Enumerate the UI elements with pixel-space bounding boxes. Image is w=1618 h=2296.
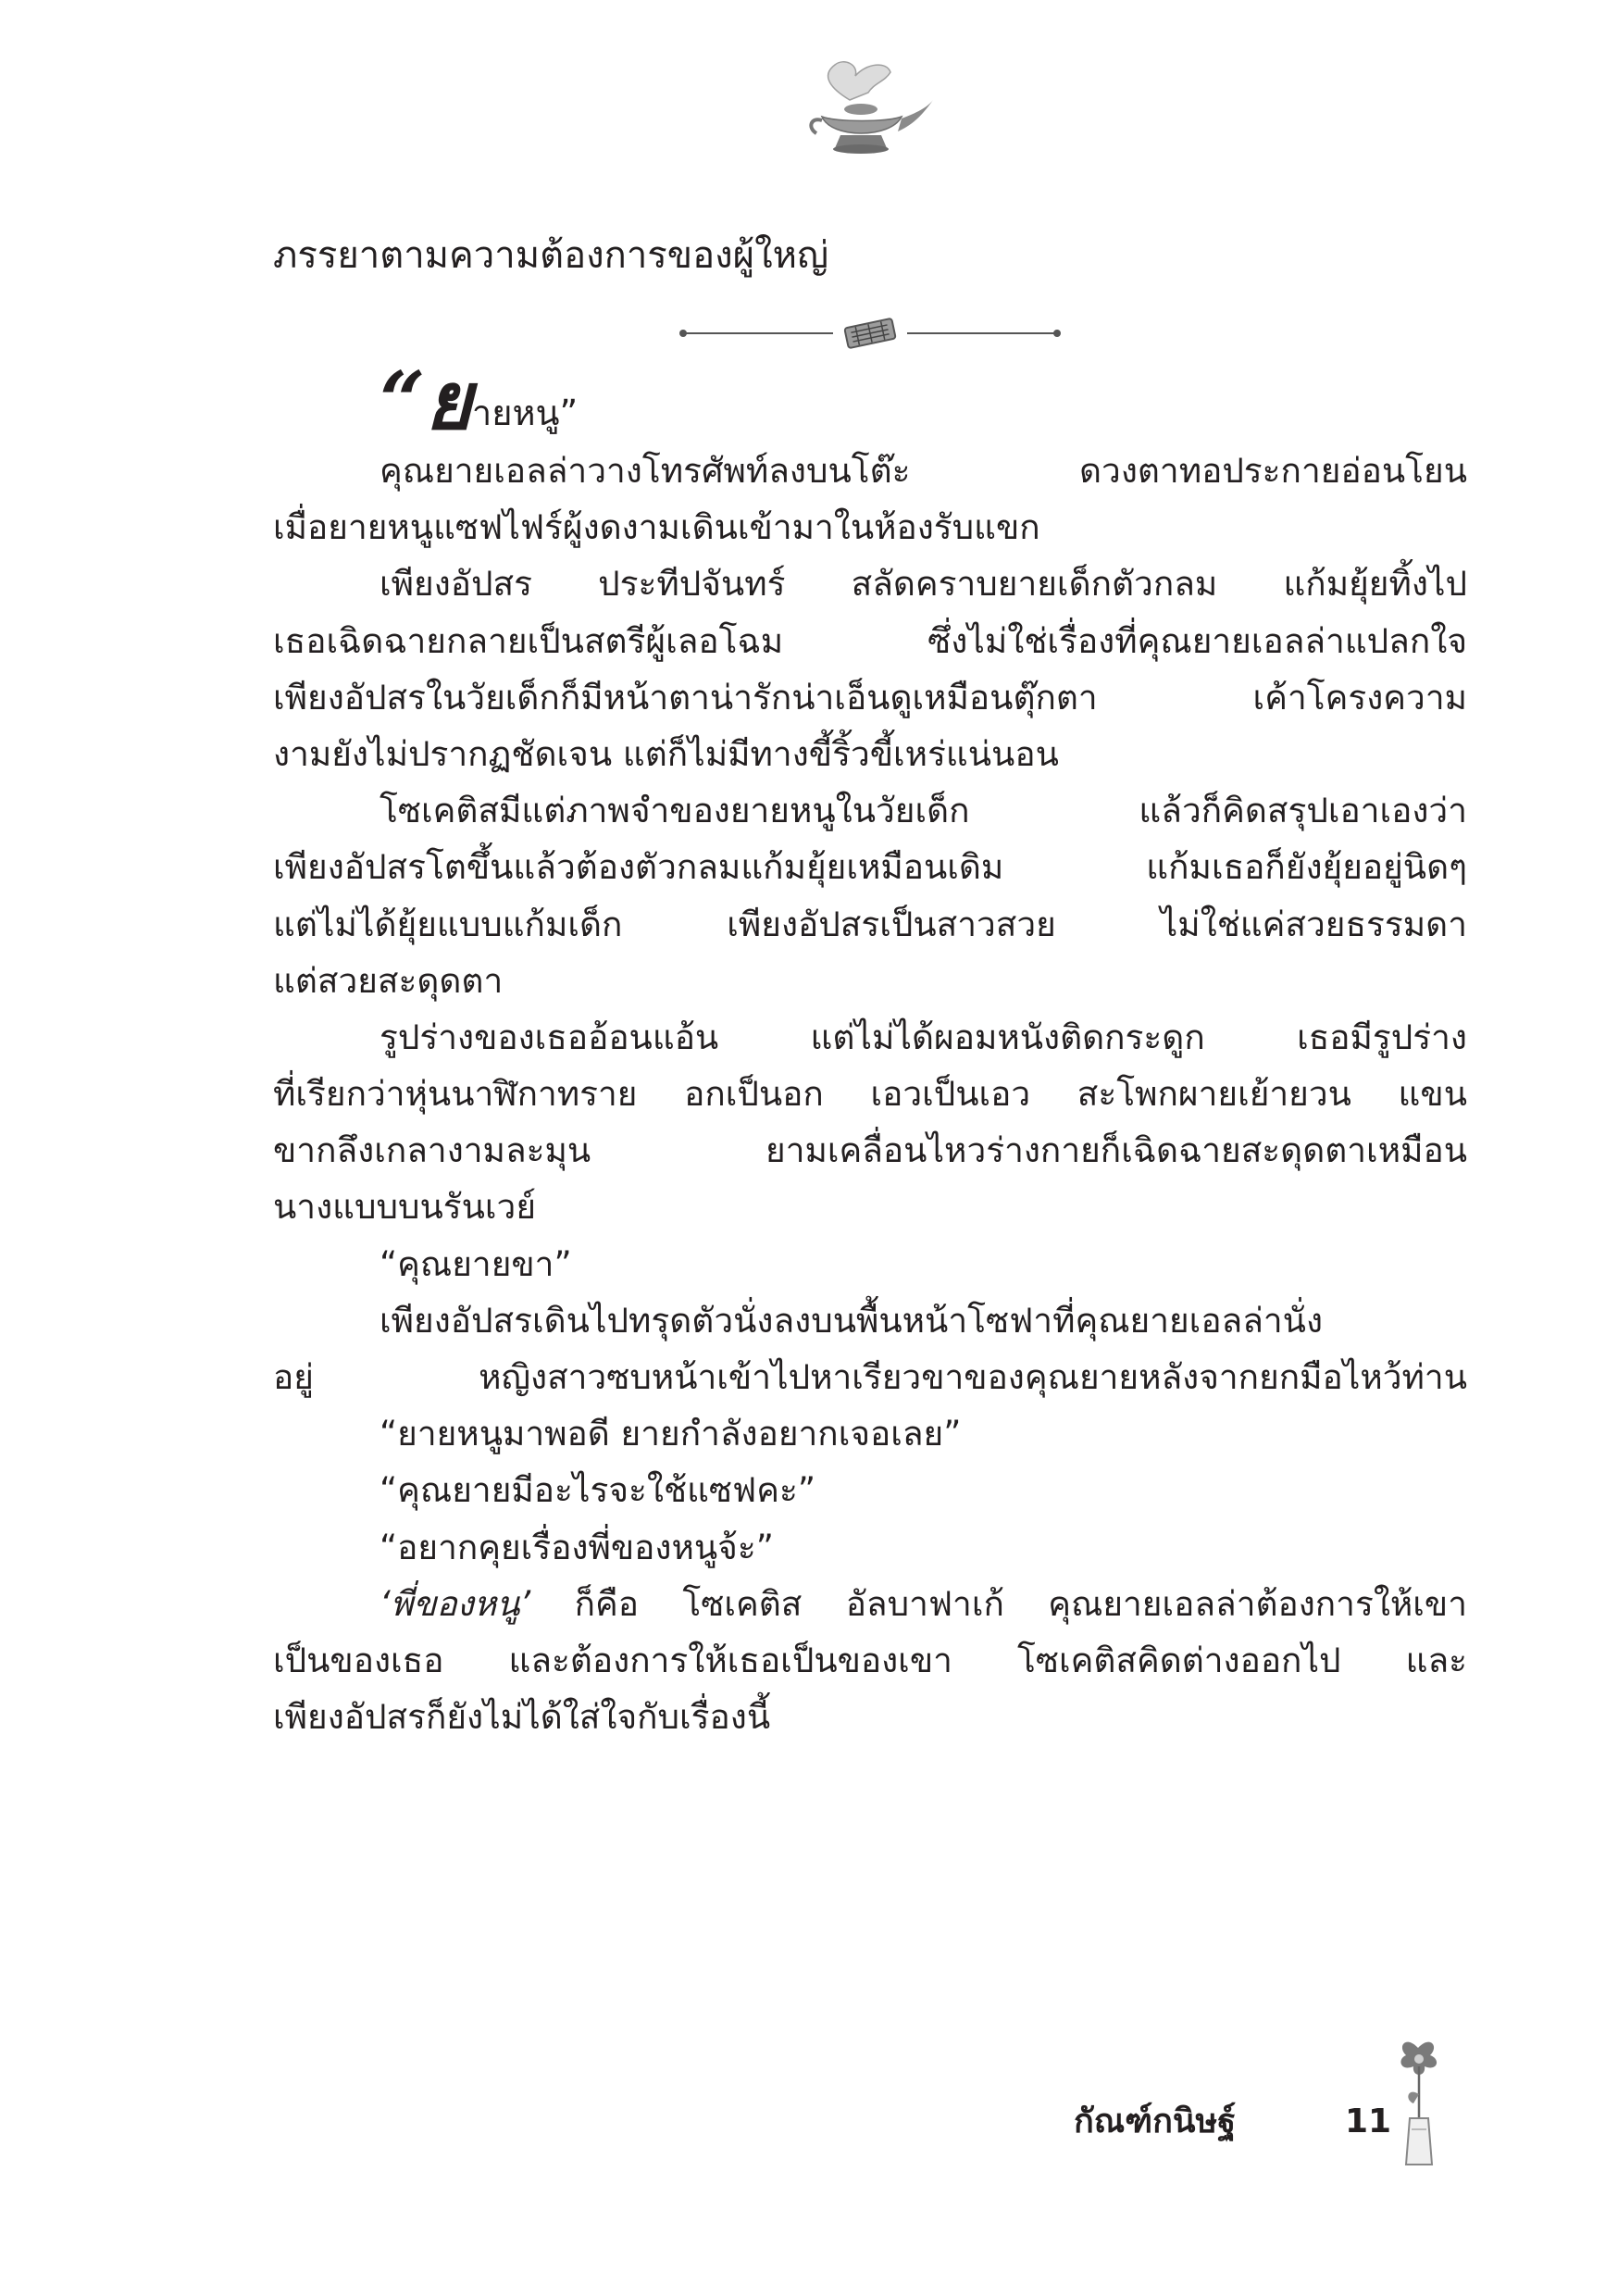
text-line xyxy=(273,613,1467,669)
text-line xyxy=(273,1236,1467,1292)
text-line-content: เพียงอัปสร ประทีปจันทร์ สลัดคราบยายเด็กตัวกลม แก้มยุ้ยทิ้งไป xyxy=(380,564,1467,605)
text-line xyxy=(273,1632,1467,1689)
book-title: กัณฑ์กนิษฐ์ xyxy=(1074,2103,1237,2140)
text-line-content: “คุณยายมีอะไรจะใช้แซฟคะ” xyxy=(380,1470,816,1511)
text-line xyxy=(273,1349,1467,1405)
text-line xyxy=(273,1405,1467,1462)
text-line xyxy=(273,726,1467,782)
text-line xyxy=(273,896,1467,953)
text-line-content: เพียงอัปสรโตขึ้นแล้วต้องตัวกลมแก้มยุ้ยเหมือนเดิม แก้มเธอก็ยังยุ้ยอยู่นิดๆ xyxy=(273,847,1467,888)
drop-cap: “ย xyxy=(380,355,472,448)
text-line xyxy=(273,1519,1467,1576)
text-line-content: อยู่ หญิงสาวซบหน้าเข้าไปหาเรียวขาของคุณยายหลังจากยกมือไหว้ท่าน xyxy=(273,1357,1467,1397)
text-line-content: โซเคติสมีแต่ภาพจำของยายหนูในวัยเด็ก แล้วก็คิดสรุปเอาเองว่า xyxy=(380,791,1467,831)
text-line xyxy=(273,1009,1467,1066)
text-line xyxy=(273,839,1467,895)
text-line-content: เป็นของเธอ และต้องการให้เธอเป็นของเขา โซเคติสคิดต่างออกไป และ xyxy=(273,1640,1467,1680)
text-line-content: ที่เรียกว่าหุ่นนาฬิกาทราย อกเป็นอก เอวเป็นเอว สะโพกผายเย้ายวน แขน xyxy=(273,1074,1467,1115)
ornament-divider-icon xyxy=(676,315,1064,352)
text-line-content: “ยายหนูมาพอดี ยายกำลังอยากเจอเลย” xyxy=(380,1414,962,1454)
body-text xyxy=(273,443,1467,1745)
flower-vase-icon xyxy=(1393,2029,1445,2168)
text-line xyxy=(273,782,1467,839)
opening-text: ายหนู” xyxy=(471,393,579,433)
text-line xyxy=(273,555,1467,612)
italic-phrase: ‘พี่ของหนู’ xyxy=(380,1583,531,1624)
text-line-content: เธอเฉิดฉายกลายเป็นสตรีผู้เลอโฉม ซึ่งไม่ใช่เรื่องที่คุณยายเอลล่าแปลกใจ xyxy=(273,620,1467,661)
opening-line xyxy=(380,354,578,446)
text-line xyxy=(273,499,1467,555)
text-line xyxy=(273,1179,1467,1235)
text-line xyxy=(273,1689,1467,1745)
text-line xyxy=(273,1462,1467,1518)
text-line xyxy=(273,1122,1467,1179)
text-line-content: เพียงอัปสรก็ยังไม่ได้ใส่ใจกับเรื่องนี้ xyxy=(273,1697,771,1738)
text-line-content: เพียงอัปสรในวัยเด็กก็มีหน้าตาน่ารักน่าเอ็นดูเหมือนตุ๊กตา เค้าโครงความ xyxy=(273,677,1467,718)
text-line xyxy=(273,443,1467,499)
text-line-content: เพียงอัปสรเดินไปทรุดตัวนั่งลงบนพื้นหน้าโซฟาที่คุณยายเอลล่านั่ง xyxy=(380,1300,1324,1341)
text-line-content: แต่ไม่ได้ยุ้ยแบบแก้มเด็ก เพียงอัปสรเป็นสาวสวย ไม่ใช่แค่สวยธรรมดา xyxy=(273,904,1467,944)
genie-lamp-icon xyxy=(794,56,933,167)
text-line xyxy=(273,669,1467,726)
text-line xyxy=(273,1576,1467,1632)
text-line-content: “คุณยายขา” xyxy=(380,1243,572,1284)
text-line-content: “อยากคุยเรื่องพี่ของหนูจ้ะ” xyxy=(380,1527,774,1567)
text-line-content: เมื่อยายหนูแซฟไฟร์ผู้งดงามเดินเข้ามาในห้องรับแขก xyxy=(273,507,1040,548)
text-line-content: คุณยายเอลล่าวางโทรศัพท์ลงบนโต๊ะ ดวงตาทอประกายอ่อนโยน xyxy=(380,451,1467,491)
chapter-tail-text: ภรรยาตามความต้องการของผู้ใหญ่ xyxy=(273,234,829,277)
text-line-content: ขากลึงเกลางามละมุน ยามเคลื่อนไหวร่างกายก็เฉิดฉายสะดุดตาเหมือน xyxy=(273,1130,1467,1171)
text-line xyxy=(273,1292,1467,1349)
page-number: 11 xyxy=(1345,2103,1392,2140)
text-line-content: ก็คือ โซเคติส อัลบาฟาเก้ คุณยายเอลล่าต้องการให้เขา xyxy=(574,1583,1468,1624)
text-line xyxy=(273,1066,1467,1122)
text-line-content: รูปร่างของเธออ้อนแอ้น แต่ไม่ได้ผอมหนังติดกระดูก เธอมีรูปร่าง xyxy=(380,1017,1467,1057)
text-line-content: งามยังไม่ปรากฏชัดเจน แต่ก็ไม่มีทางขี้ริ้วขี้เหร่แน่นอน xyxy=(273,733,1059,774)
text-line-content: นางแบบบนรันเวย์ xyxy=(273,1187,537,1228)
text-line xyxy=(273,953,1467,1009)
text-line-content: แต่สวยสะดุดตา xyxy=(273,960,504,1001)
